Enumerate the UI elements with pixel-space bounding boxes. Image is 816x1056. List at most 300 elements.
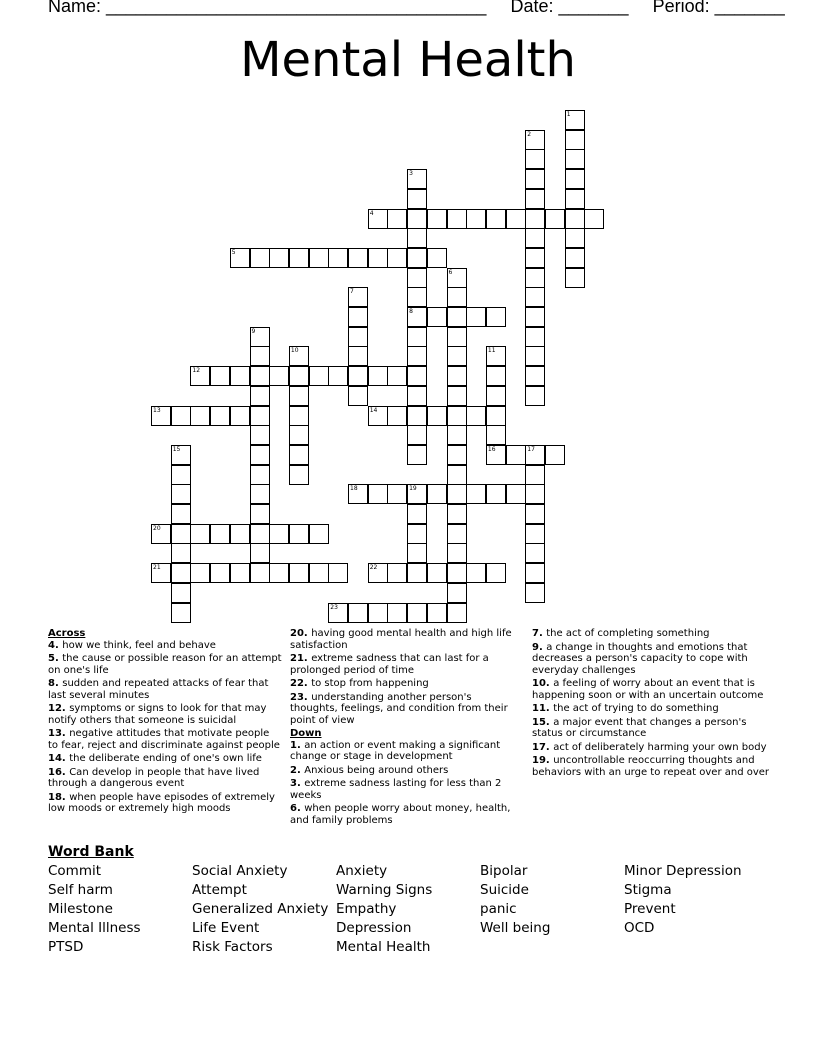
across-clue — [48, 767, 282, 790]
grid-cell[interactable] — [407, 366, 427, 386]
clue-number: 16 — [487, 445, 496, 453]
grid-cell[interactable] — [368, 563, 388, 583]
grid-cell[interactable] — [525, 366, 545, 386]
grid-cell[interactable] — [171, 603, 191, 623]
grid-cell[interactable] — [407, 189, 427, 209]
clue-number-label: 18. — [48, 791, 70, 803]
clue-number: 12 — [192, 367, 201, 375]
clue-number: 7 — [350, 288, 354, 296]
word-bank-word: Mental Illness — [48, 920, 141, 936]
clue-text: extreme sadness that can last for a prolonged period of time — [290, 653, 489, 676]
across-clue — [48, 640, 282, 652]
word-bank-word: PTSD — [48, 939, 84, 955]
grid-cell[interactable] — [407, 484, 427, 504]
grid-cell[interactable] — [525, 524, 545, 544]
grid-cell[interactable] — [387, 563, 407, 583]
grid-cell[interactable] — [171, 445, 191, 465]
grid-cell[interactable] — [348, 484, 368, 504]
word-bank-word: Generalized Anxiety — [192, 901, 329, 917]
grid-cell[interactable] — [447, 583, 467, 603]
grid-cell[interactable] — [427, 307, 447, 327]
grid-cell[interactable] — [250, 406, 270, 426]
clue-number-label: 3. — [290, 778, 305, 789]
across-clue — [290, 692, 516, 727]
grid-cell[interactable] — [407, 287, 427, 307]
clues-column-2 — [290, 628, 516, 828]
grid-cell[interactable] — [190, 406, 210, 426]
across-clue — [290, 678, 516, 690]
grid-cell[interactable] — [289, 425, 309, 445]
grid-cell[interactable] — [230, 406, 250, 426]
clue-number: 6 — [448, 268, 453, 276]
grid-cell[interactable] — [486, 307, 506, 327]
clue-number: 23 — [330, 603, 338, 611]
grid-cell[interactable] — [250, 425, 270, 445]
grid-cell[interactable] — [289, 406, 309, 426]
clue-number: 21 — [153, 564, 161, 572]
grid-cell[interactable] — [447, 504, 467, 524]
grid-cell[interactable] — [486, 425, 506, 445]
grid-cell[interactable] — [565, 189, 585, 209]
grid-cell[interactable] — [348, 603, 368, 623]
grid-cell[interactable] — [486, 209, 506, 229]
date-field[interactable]: Date: _______ — [510, 0, 629, 16]
down-clue — [290, 740, 516, 763]
grid-cell[interactable] — [407, 524, 427, 544]
grid-cell[interactable] — [250, 563, 270, 583]
grid-cell[interactable] — [447, 543, 467, 563]
across-clue — [48, 703, 282, 726]
down-clue — [532, 755, 770, 778]
clue-number-label: 2. — [290, 764, 305, 776]
grid-cell[interactable] — [171, 406, 191, 426]
grid-cell[interactable] — [525, 445, 545, 465]
name-field[interactable]: Name: ______________________________________ — [48, 0, 487, 16]
grid-cell[interactable] — [407, 425, 427, 445]
grid-cell[interactable] — [525, 465, 545, 485]
grid-cell[interactable] — [190, 563, 210, 583]
grid-cell[interactable] — [447, 327, 467, 347]
across-clue — [290, 628, 516, 651]
clue-text: a major event that changes a person's status or circumstance — [532, 716, 747, 739]
down-clue — [532, 742, 770, 754]
grid-cell[interactable] — [230, 248, 250, 268]
grid-cell[interactable] — [230, 524, 250, 544]
grid-cell[interactable] — [447, 268, 467, 288]
grid-cell[interactable] — [387, 366, 407, 386]
grid-cell[interactable] — [545, 445, 565, 465]
grid-cell[interactable] — [171, 504, 191, 524]
grid-cell[interactable] — [250, 445, 270, 465]
grid-cell[interactable] — [348, 307, 368, 327]
word-bank-word: Mental Health — [336, 939, 431, 955]
clue-number-label: 17. — [532, 741, 554, 753]
grid-cell[interactable] — [447, 465, 467, 485]
clue-number-label: 16. — [48, 766, 70, 778]
clue-number: 14 — [369, 406, 378, 414]
clues-column-3 — [532, 628, 770, 780]
grid-cell[interactable] — [387, 603, 407, 623]
grid-cell[interactable] — [565, 268, 585, 288]
down-clue — [532, 717, 770, 740]
grid-cell[interactable] — [565, 149, 585, 169]
word-bank-word: Well being — [480, 920, 551, 936]
grid-cell[interactable] — [407, 603, 427, 623]
grid-cell[interactable] — [368, 484, 388, 504]
grid-cell[interactable] — [427, 484, 447, 504]
clue-number-label: 20. — [290, 628, 312, 639]
clue-number-label: 7. — [532, 628, 547, 639]
across-clue — [48, 753, 282, 765]
grid-cell[interactable] — [289, 346, 309, 366]
grid-cell[interactable] — [427, 406, 447, 426]
grid-cell[interactable] — [486, 366, 506, 386]
grid-cell[interactable] — [466, 563, 486, 583]
grid-cell[interactable] — [407, 327, 427, 347]
grid-cell[interactable] — [565, 209, 585, 229]
clue-text: a change in thoughts and emotions that decreases a person's capacity to cope with everyday challenges — [532, 641, 748, 676]
word-bank-column — [48, 862, 141, 957]
clue-number: 2 — [527, 130, 532, 138]
grid-cell[interactable] — [525, 228, 545, 248]
grid-cell[interactable] — [289, 248, 309, 268]
grid-cell[interactable] — [387, 209, 407, 229]
grid-cell[interactable] — [269, 366, 289, 386]
grid-cell[interactable] — [190, 524, 210, 544]
clue-number-label: 1. — [290, 739, 305, 751]
grid-cell[interactable] — [250, 248, 270, 268]
clue-text: extreme sadness lasting for less than 2 weeks — [290, 778, 502, 801]
grid-cell[interactable] — [151, 406, 171, 426]
word-bank-word: Empathy — [336, 901, 397, 917]
grid-cell[interactable] — [171, 465, 191, 485]
clue-text: the cause or possible reason for an attempt on one's life — [48, 653, 282, 676]
clue-number-label: 11. — [532, 703, 554, 714]
across-clue — [290, 653, 516, 676]
clue-text: a feeling of worry about an event that is happening soon or with an uncertain outcome — [532, 678, 764, 701]
grid-cell[interactable] — [447, 287, 467, 307]
grid-cell[interactable] — [348, 346, 368, 366]
across-clue — [48, 792, 282, 815]
grid-cell[interactable] — [447, 425, 467, 445]
word-bank-word: Minor Depression — [624, 863, 742, 879]
grid-cell[interactable] — [447, 346, 467, 366]
grid-cell[interactable] — [309, 366, 329, 386]
down-heading: Down — [290, 728, 322, 739]
grid-cell[interactable] — [407, 406, 427, 426]
grid-cell[interactable] — [506, 445, 526, 465]
word-bank-word: Depression — [336, 920, 412, 936]
grid-cell[interactable] — [250, 386, 270, 406]
word-bank-word: Self harm — [48, 882, 113, 898]
grid-cell[interactable] — [368, 603, 388, 623]
word-bank-column — [624, 862, 742, 938]
grid-cell[interactable] — [210, 563, 230, 583]
grid-cell[interactable] — [250, 327, 270, 347]
grid-cell[interactable] — [407, 228, 427, 248]
grid-cell[interactable] — [250, 366, 270, 386]
grid-cell[interactable] — [250, 524, 270, 544]
grid-cell[interactable] — [368, 248, 388, 268]
grid-cell[interactable] — [368, 209, 388, 229]
grid-cell[interactable] — [171, 484, 191, 504]
grid-cell[interactable] — [407, 386, 427, 406]
clue-number-label: 22. — [290, 678, 312, 689]
word-bank-word: Attempt — [192, 882, 247, 898]
grid-cell[interactable] — [525, 583, 545, 603]
grid-cell[interactable] — [250, 465, 270, 485]
grid-cell[interactable] — [328, 248, 348, 268]
word-bank-word: Bipolar — [480, 863, 528, 879]
clue-text: understanding another person's thoughts, feelings, and condition from their point of view — [290, 691, 508, 726]
grid-cell[interactable] — [309, 563, 329, 583]
grid-cell[interactable] — [171, 543, 191, 563]
grid-cell[interactable] — [230, 366, 250, 386]
clue-number-label: 8. — [48, 678, 63, 689]
clue-number: 20 — [153, 524, 161, 532]
grid-cell[interactable] — [250, 346, 270, 366]
clue-number-label: 6. — [290, 803, 305, 814]
grid-cell[interactable] — [466, 406, 486, 426]
grid-cell[interactable] — [525, 130, 545, 150]
grid-cell[interactable] — [250, 543, 270, 563]
grid-cell[interactable] — [289, 445, 309, 465]
down-clue — [290, 778, 516, 801]
grid-cell[interactable] — [407, 307, 427, 327]
grid-cell[interactable] — [447, 484, 467, 504]
grid-cell[interactable] — [407, 543, 427, 563]
clue-text: Can develop in people that have lived through a dangerous event — [48, 766, 260, 789]
period-field[interactable]: Period: _______ — [652, 0, 785, 16]
grid-cell[interactable] — [525, 248, 545, 268]
grid-cell[interactable] — [250, 484, 270, 504]
grid-cell[interactable] — [427, 563, 447, 583]
clue-text: the act of completing something — [546, 628, 710, 639]
grid-cell[interactable] — [447, 366, 467, 386]
grid-cell[interactable] — [368, 406, 388, 426]
grid-cell[interactable] — [447, 406, 467, 426]
clue-number-label: 21. — [290, 653, 312, 664]
grid-cell[interactable] — [525, 346, 545, 366]
grid-cell[interactable] — [486, 346, 506, 366]
grid-cell[interactable] — [348, 248, 368, 268]
clue-text: an action or event making a significant change or stage in development — [290, 739, 501, 762]
clue-text: negative attitudes that motivate people to fear, reject and discriminate against people — [48, 728, 280, 751]
grid-cell[interactable] — [545, 209, 565, 229]
clue-text: symptoms or signs to look for that may notify others that someone is suicidal — [48, 703, 267, 726]
clue-text: the act of trying to do something — [553, 703, 719, 714]
clue-number: 22 — [369, 564, 378, 572]
word-bank-word: Stigma — [624, 882, 672, 898]
grid-cell[interactable] — [565, 248, 585, 268]
grid-cell[interactable] — [525, 189, 545, 209]
grid-cell[interactable] — [151, 563, 171, 583]
grid-cell[interactable] — [486, 386, 506, 406]
clue-number: 1 — [566, 111, 571, 118]
clues-column-1 — [48, 628, 282, 817]
word-bank-word: Suicide — [480, 882, 529, 898]
grid-cell[interactable] — [171, 583, 191, 603]
grid-cell[interactable] — [171, 524, 191, 544]
grid-cell[interactable] — [387, 248, 407, 268]
clue-number-label: 5. — [48, 653, 63, 664]
grid-cell[interactable] — [525, 209, 545, 229]
word-bank-word: Commit — [48, 863, 102, 879]
grid-cell[interactable] — [466, 484, 486, 504]
clue-text: to stop from happening — [311, 678, 429, 689]
clue-number: 19 — [409, 485, 417, 493]
grid-cell[interactable] — [486, 563, 506, 583]
grid-cell[interactable] — [171, 563, 191, 583]
clue-number-label: 19. — [532, 755, 554, 766]
grid-cell[interactable] — [525, 268, 545, 288]
grid-cell[interactable] — [407, 248, 427, 268]
word-bank-word: Life Event — [192, 920, 260, 936]
down-clue — [290, 765, 516, 777]
grid-cell[interactable] — [269, 248, 289, 268]
grid-cell[interactable] — [525, 149, 545, 169]
grid-cell[interactable] — [289, 524, 309, 544]
grid-cell[interactable] — [289, 386, 309, 406]
grid-cell[interactable] — [269, 524, 289, 544]
grid-cell[interactable] — [525, 543, 545, 563]
grid-cell[interactable] — [210, 406, 230, 426]
clue-number: 17 — [527, 445, 535, 453]
down-clue — [532, 678, 770, 701]
clue-text: Anxious being around others — [304, 764, 449, 776]
word-bank-word: Milestone — [48, 901, 113, 917]
grid-cell[interactable] — [407, 346, 427, 366]
word-bank-column — [192, 862, 328, 957]
grid-cell[interactable] — [348, 386, 368, 406]
grid-cell[interactable] — [289, 563, 309, 583]
grid-cell[interactable] — [486, 445, 506, 465]
grid-cell[interactable] — [348, 287, 368, 307]
clue-number: 18 — [350, 485, 358, 493]
grid-cell[interactable] — [525, 169, 545, 189]
clue-number: 11 — [487, 347, 496, 355]
grid-cell[interactable] — [210, 524, 230, 544]
clue-number-label: 23. — [290, 691, 312, 703]
grid-cell[interactable] — [447, 603, 467, 623]
clue-number: 15 — [172, 445, 181, 453]
grid-cell[interactable] — [151, 524, 171, 544]
grid-cell[interactable] — [230, 563, 250, 583]
clue-number: 13 — [153, 406, 161, 414]
grid-cell[interactable] — [506, 484, 526, 504]
down-clue — [532, 642, 770, 677]
across-heading: Across — [48, 628, 86, 639]
clue-number-label: 9. — [532, 641, 547, 653]
grid-cell[interactable] — [210, 366, 230, 386]
grid-cell[interactable] — [447, 386, 467, 406]
clue-text: when people worry about money, health, and family problems — [290, 803, 511, 826]
grid-cell[interactable] — [466, 209, 486, 229]
grid-cell[interactable] — [407, 209, 427, 229]
grid-cell[interactable] — [584, 209, 604, 229]
grid-cell[interactable] — [447, 563, 467, 583]
grid-cell[interactable] — [525, 386, 545, 406]
grid-cell[interactable] — [486, 406, 506, 426]
grid-cell[interactable] — [328, 603, 348, 623]
word-bank-word: OCD — [624, 920, 655, 936]
grid-cell[interactable] — [407, 504, 427, 524]
grid-cell[interactable] — [289, 366, 309, 386]
grid-cell[interactable] — [407, 268, 427, 288]
clue-text: the deliberate ending of one's own life — [69, 753, 262, 764]
grid-cell[interactable] — [565, 169, 585, 189]
grid-cell[interactable] — [466, 307, 486, 327]
grid-cell[interactable] — [427, 603, 447, 623]
grid-cell[interactable] — [250, 504, 270, 524]
grid-cell[interactable] — [525, 563, 545, 583]
grid-cell[interactable] — [387, 406, 407, 426]
grid-cell[interactable] — [565, 228, 585, 248]
word-bank-title: Word Bank — [48, 844, 134, 860]
clue-number-label: 4. — [48, 639, 63, 651]
grid-cell[interactable] — [407, 563, 427, 583]
grid-cell[interactable] — [387, 484, 407, 504]
grid-cell[interactable] — [447, 524, 467, 544]
grid-cell[interactable] — [506, 209, 526, 229]
grid-cell[interactable] — [447, 307, 467, 327]
clue-text: act of deliberately harming your own body — [553, 741, 767, 753]
grid-cell[interactable] — [407, 169, 427, 189]
grid-cell[interactable] — [525, 307, 545, 327]
page-title: Mental Health — [240, 32, 576, 88]
grid-cell[interactable] — [565, 110, 585, 130]
clue-number: 10 — [290, 347, 299, 355]
grid-cell[interactable] — [190, 366, 210, 386]
word-bank-word: Anxiety — [336, 863, 388, 879]
clue-number: 9 — [251, 327, 256, 335]
grid-cell[interactable] — [525, 327, 545, 347]
grid-cell[interactable] — [427, 248, 447, 268]
grid-cell[interactable] — [525, 504, 545, 524]
grid-cell[interactable] — [348, 327, 368, 347]
down-clue — [532, 628, 770, 640]
grid-cell[interactable] — [289, 465, 309, 485]
clue-number: 8 — [409, 308, 413, 315]
grid-cell[interactable] — [328, 366, 348, 386]
grid-cell[interactable] — [447, 445, 467, 465]
grid-cell[interactable] — [348, 366, 368, 386]
word-bank-column — [336, 862, 432, 957]
grid-cell[interactable] — [269, 563, 289, 583]
clue-number-label: 15. — [532, 716, 554, 728]
clue-number: 4 — [369, 209, 374, 217]
clue-text: when people have episodes of extremely low moods or extremely high moods — [48, 791, 275, 814]
grid-cell[interactable] — [525, 484, 545, 504]
grid-cell[interactable] — [328, 563, 348, 583]
grid-cell[interactable] — [407, 445, 427, 465]
grid-cell[interactable] — [427, 209, 447, 229]
grid-cell[interactable] — [447, 209, 467, 229]
word-bank-word: Risk Factors — [192, 939, 273, 955]
clue-number-label: 12. — [48, 703, 70, 714]
grid-cell[interactable] — [525, 287, 545, 307]
down-clue — [290, 803, 516, 826]
clue-text: how we think, feel and behave — [62, 639, 216, 651]
clue-number: 3 — [409, 170, 413, 178]
grid-cell[interactable] — [368, 366, 388, 386]
grid-cell[interactable] — [309, 524, 329, 544]
grid-cell[interactable] — [486, 484, 506, 504]
grid-cell[interactable] — [309, 248, 329, 268]
clue-number-label: 13. — [48, 728, 70, 739]
clue-text: uncontrollable reoccurring thoughts and behaviors with an urge to repeat over and over — [532, 755, 770, 778]
grid-cell[interactable] — [565, 130, 585, 150]
